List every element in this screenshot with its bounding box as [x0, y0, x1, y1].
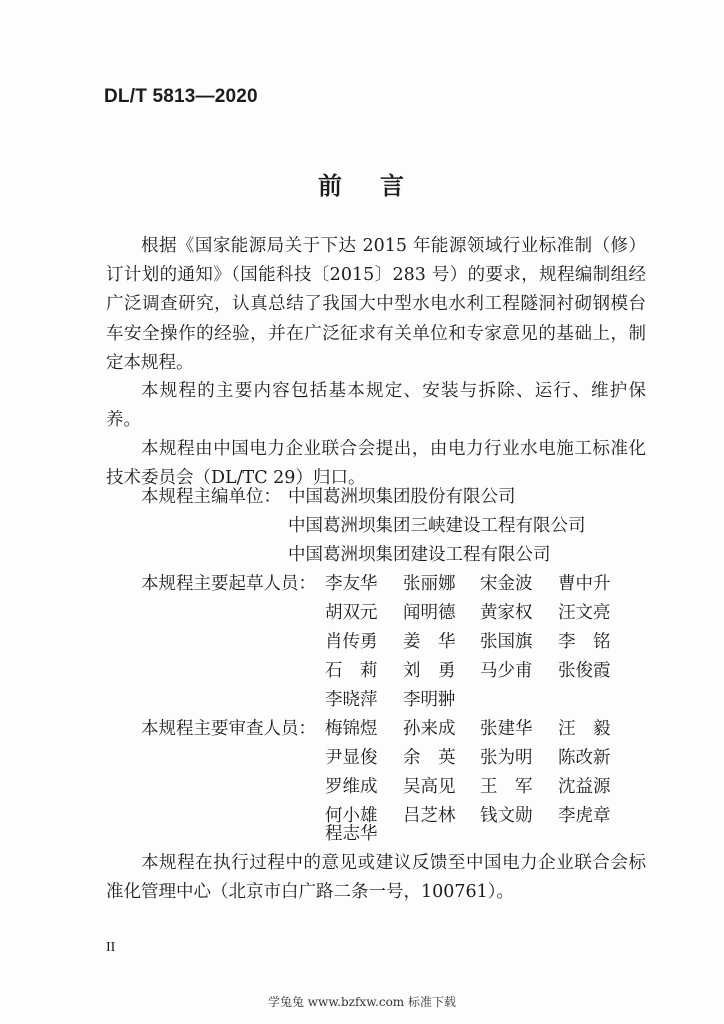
drafter-name: 闻明德: [403, 603, 456, 623]
drafter-name: 张俊霞: [558, 661, 611, 681]
drafter-name: 汪文亮: [558, 603, 611, 623]
drafters-row: [325, 570, 645, 599]
reviewer-name: 吴高见: [403, 777, 456, 797]
drafter-name: 曹中升: [558, 574, 611, 594]
reviewer-name: 汪 毅: [558, 719, 611, 739]
drafter-name: 李友华: [325, 574, 378, 594]
drafter-name: 李明翀: [403, 690, 456, 710]
standard-code: DL/T 5813—2020: [104, 86, 258, 107]
reviewer-name: 罗维成: [325, 777, 378, 797]
paragraph-proposer: 本规程由中国电力企业联合会提出，由电力行业水电施工标准化技术委员会（DL/TC 29）归口。: [106, 439, 646, 489]
drafter-name: 黄家权: [480, 603, 533, 623]
reviewer-name: 孙来成: [403, 719, 456, 739]
editor-unit-1: 中国葛洲坝集团股份有限公司: [288, 487, 516, 507]
drafter-name: 李晓萍: [325, 690, 378, 710]
drafter-name: 马少甫: [480, 661, 533, 681]
footer-watermark: 学兔兔 www.bzfxw.com 标准下载: [267, 995, 457, 1009]
drafter-name: 宋金波: [480, 574, 533, 594]
paragraph-contents: 本规程的主要内容包括基本规定、安装与拆除、运行、维护保养。: [106, 381, 646, 431]
page-number: II: [106, 940, 116, 955]
reviewer-name: 何小雄: [325, 806, 378, 826]
drafters-row: [325, 686, 645, 715]
drafter-name: 姜 华: [403, 632, 456, 652]
reviewer-name: 吕芝林: [403, 806, 456, 826]
reviewer-name: 李虎章: [558, 806, 611, 826]
reviewer-name: 钱文勋: [480, 806, 533, 826]
reviewers-row: [325, 744, 645, 773]
drafter-name: 李 铭: [558, 632, 611, 652]
reviewer-name: 沈益源: [558, 777, 611, 797]
drafters-label: 本规程主要起草人员：: [141, 574, 316, 594]
drafter-name: 张丽娜: [403, 574, 456, 594]
reviewer-name: 尹显俊: [325, 748, 378, 768]
paragraph-basis: 根据《国家能源局关于下达 2015 年能源领域行业标准制（修）订计划的通知》（国能科技〔2015〕283 号）的要求，规程编制组经广泛调查研究，认真总结了我国大中型水电水利工程隧洞衬砌钢模台车安全操作的经验，并在广泛征求有关单位和专家意见的基础上，制定本规程。: [106, 236, 646, 373]
reviewer-name: 梅锦煜: [325, 719, 378, 739]
reviewers-label: 本规程主要审查人员：: [141, 719, 316, 739]
editor-unit-2: 中国葛洲坝集团三峡建设工程有限公司: [288, 516, 586, 536]
reviewer-name: 陈改新: [558, 748, 611, 768]
drafter-name: 刘 勇: [403, 661, 456, 681]
reviewer-name: 张为明: [480, 748, 533, 768]
editor-unit-3: 中国葛洲坝集团建设工程有限公司: [288, 545, 551, 565]
drafter-name: 石 莉: [325, 661, 378, 681]
drafters-row: [325, 599, 645, 628]
reviewer-name: 余 英: [403, 748, 456, 768]
reviewer-name: 程志华: [325, 824, 378, 844]
reviewers-row: [325, 773, 645, 802]
reviewers-row: [325, 820, 645, 849]
paragraph-feedback: 本规程在执行过程中的意见或建议反馈至中国电力企业联合会标准化管理中心（北京市白广路二条一号，100761）。: [106, 853, 646, 903]
reviewers-row: [325, 715, 645, 744]
reviewer-name: 王 军: [480, 777, 533, 797]
drafters-row: [325, 657, 645, 686]
drafter-name: 胡双元: [325, 603, 378, 623]
reviewer-name: 张建华: [480, 719, 533, 739]
editor-units-label: 本规程主编单位：: [141, 487, 281, 507]
drafter-name: 张国旗: [480, 632, 533, 652]
page-title: 前言: [318, 172, 442, 200]
drafter-name: 肖传勇: [325, 632, 378, 652]
drafters-row: [325, 628, 645, 657]
